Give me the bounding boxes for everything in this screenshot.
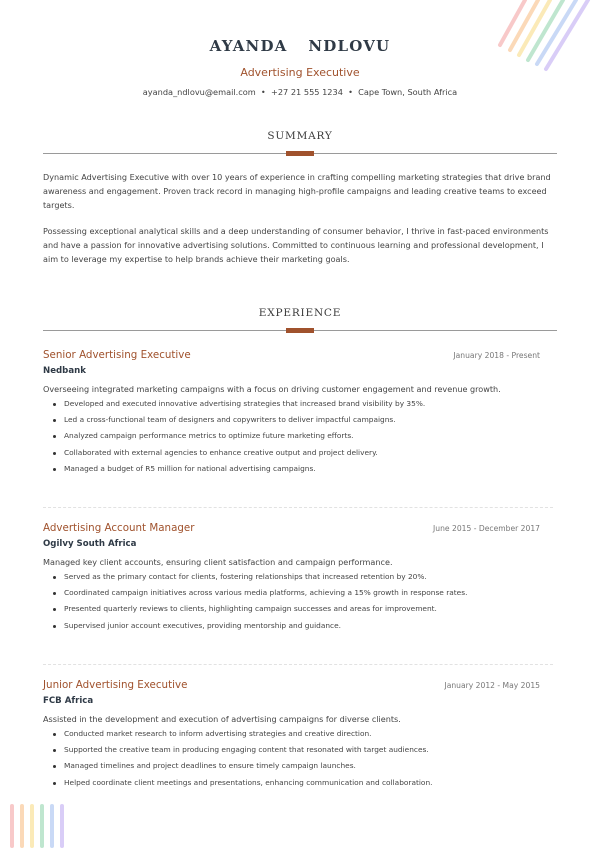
achievement-item: Developed and executed innovative advertising strategies that increased brand visibility by 35%.: [64, 396, 540, 412]
job-title-heading: Advertising Executive: [240, 66, 360, 79]
achievement-item: Coordinated campaign initiatives across various media platforms, achieving a 15% growth in response rates.: [64, 585, 540, 601]
achievement-item: Led a cross-functional team of designers and copywriters to deliver impactful campaigns.: [64, 412, 540, 428]
section-title: EXPERIENCE: [258, 307, 342, 319]
position-title: Senior Advertising Executive: [43, 349, 191, 361]
achievement-list: [43, 569, 540, 634]
summary-section-heading: [43, 130, 557, 154]
section-divider: [43, 153, 557, 154]
employment-dates: January 2012 - May 2015: [444, 681, 540, 690]
position-description: Managed key client accounts, ensuring client satisfaction and campaign performance.: [43, 557, 393, 567]
position-title: Junior Advertising Executive: [43, 679, 188, 691]
achievement-item: Analyzed campaign performance metrics to optimize future marketing efforts.: [64, 428, 540, 444]
achievement-item: Presented quarterly reviews to clients, highlighting campaign successes and areas for improvement.: [64, 601, 540, 617]
entry-divider: [43, 664, 553, 665]
position-description: Assisted in the development and execution of advertising campaigns for diverse clients.: [43, 714, 401, 724]
achievement-item: Served as the primary contact for clients, fostering relationships that increased retention by 20%.: [64, 569, 540, 585]
rainbow-bars-decoration: [0, 790, 80, 850]
achievement-item: Collaborated with external agencies to enhance creative output and project delivery.: [64, 445, 540, 461]
experience-entry: [43, 679, 540, 791]
summary-paragraph: Possessing exceptional analytical skills and a deep understanding of consumer behavior, I thrive in fast-paced environments and have a passion for innovative advertising solutions. Committed to continuous learning and professional development, I aim to leverage my expertise to help brands achieve their marketing goals.: [43, 226, 549, 265]
employment-dates: June 2015 - December 2017: [433, 524, 540, 533]
resume-header: [0, 37, 600, 97]
achievement-item: Managed timelines and project deadlines to ensure timely campaign launches.: [64, 758, 540, 774]
section-accent-mark: [286, 328, 314, 333]
position-title: Advertising Account Manager: [43, 522, 195, 534]
section-accent-mark: [286, 151, 314, 156]
achievement-item: Supported the creative team in producing engaging content that resonated with target audiences.: [64, 742, 540, 758]
company-name: Ogilvy South Africa: [43, 539, 137, 549]
position-description: Overseeing integrated marketing campaigns with a focus on driving customer engagement and revenue growth.: [43, 384, 501, 394]
section-title: SUMMARY: [267, 130, 333, 142]
employment-dates: January 2018 - Present: [453, 351, 540, 360]
section-divider: [43, 330, 557, 331]
achievement-list: [43, 396, 540, 477]
experience-entry: [43, 522, 540, 634]
company-name: Nedbank: [43, 366, 86, 376]
achievement-item: Supervised junior account executives, providing mentorship and guidance.: [64, 618, 540, 634]
candidate-name: AYANDA NDLOVU: [209, 37, 391, 55]
achievement-item: Helped coordinate client meetings and presentations, enhancing communication and collaboration.: [64, 775, 540, 791]
achievement-item: Conducted market research to inform advertising strategies and creative direction.: [64, 726, 540, 742]
company-name: FCB Africa: [43, 696, 94, 706]
achievement-item: Managed a budget of R5 million for national advertising campaigns.: [64, 461, 540, 477]
entry-divider: [43, 507, 553, 508]
summary-paragraph: Dynamic Advertising Executive with over 10 years of experience in crafting compelling marketing strategies that drive brand awareness and engagement. Proven track record in managing high-profile campaigns and leading creative teams to exceed targets.: [43, 172, 551, 211]
achievement-list: [43, 726, 540, 791]
contact-info: ayanda_ndlovu@email.com • +27 21 555 1234 • Cape Town, South Africa: [142, 87, 458, 97]
experience-entry: [43, 349, 540, 477]
experience-section-heading: [43, 307, 557, 331]
